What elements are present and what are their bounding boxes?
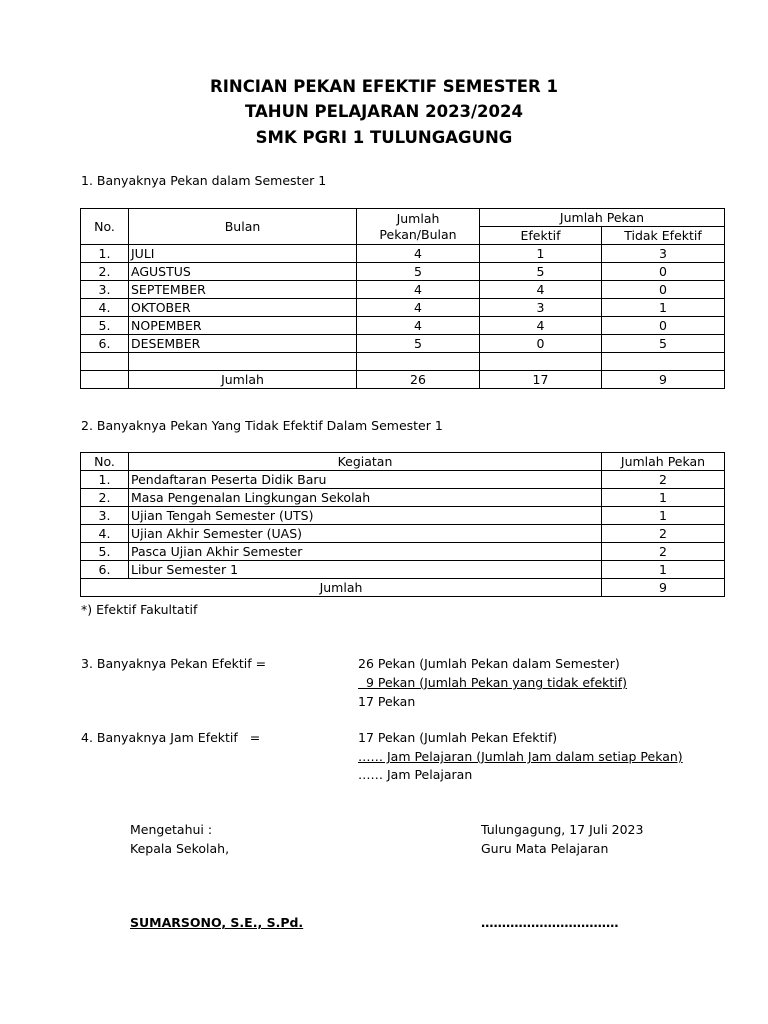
row-tidak-efektif: 1 (602, 299, 725, 317)
row-jumlah: 5 (357, 335, 480, 353)
row-no: 1. (81, 245, 129, 263)
row-pekan: 2 (602, 471, 725, 489)
row-pekan: 1 (602, 489, 725, 507)
header-no: No. (81, 209, 129, 245)
row-bulan: AGUSTUS (129, 263, 357, 281)
table-row (81, 281, 725, 299)
row-no: 5. (81, 317, 129, 335)
footnote: *) Efektif Fakultatif (81, 602, 198, 617)
row-efektif: 3 (480, 299, 602, 317)
total-label: Jumlah (129, 371, 357, 389)
section3-line1: 26 Pekan (Jumlah Pekan dalam Semester) (358, 656, 620, 671)
table-row (81, 263, 725, 281)
row-kegiatan: Libur Semester 1 (129, 561, 602, 579)
header-tidak-efektif: Tidak Efektif (602, 227, 725, 245)
signature-left-line1: Mengetahui : (130, 822, 213, 837)
total-row (81, 579, 725, 597)
row-jumlah: 4 (357, 299, 480, 317)
row-jumlah: 5 (357, 263, 480, 281)
row-no: 5. (81, 543, 129, 561)
row-no: 3. (81, 507, 129, 525)
section3-line2: 9 Pekan (Jumlah Pekan yang tidak efektif) (358, 675, 628, 690)
header-jumlah-pekan: Jumlah Pekan (602, 453, 725, 471)
table-row (81, 489, 725, 507)
section4-label: 4. Banyaknya Jam Efektif = (81, 730, 261, 745)
signature-right-line1: Tulungagung, 17 Juli 2023 (481, 822, 644, 837)
pekan-semester-table (80, 208, 725, 389)
empty-row (81, 353, 725, 371)
row-no: 2. (81, 263, 129, 281)
table-row (81, 561, 725, 579)
table-row (81, 471, 725, 489)
section4-line2: …… Jam Pelajaran (Jumlah Jam dalam setiap Pekan) (358, 749, 683, 764)
row-jumlah: 4 (357, 281, 480, 299)
table-row (81, 245, 725, 263)
row-pekan: 1 (602, 507, 725, 525)
row-jumlah: 4 (357, 317, 480, 335)
row-no: 3. (81, 281, 129, 299)
row-bulan: DESEMBER (129, 335, 357, 353)
pekan-tidak-efektif-table (80, 452, 725, 597)
section3-result: 17 Pekan (358, 694, 416, 709)
row-tidak-efektif: 3 (602, 245, 725, 263)
row-bulan: SEPTEMBER (129, 281, 357, 299)
row-efektif: 5 (480, 263, 602, 281)
header-jumlah-pekan-bulan: Jumlah Pekan/Bulan (357, 209, 480, 245)
section3-label: 3. Banyaknya Pekan Efektif = (81, 656, 267, 671)
row-bulan: JULI (129, 245, 357, 263)
row-tidak-efektif: 0 (602, 317, 725, 335)
header-efektif: Efektif (480, 227, 602, 245)
total-tidak-efektif: 9 (602, 371, 725, 389)
row-no: 6. (81, 335, 129, 353)
total-row (81, 371, 725, 389)
row-kegiatan: Ujian Akhir Semester (UAS) (129, 525, 602, 543)
row-no: 1. (81, 471, 129, 489)
total-pekan: 9 (602, 579, 725, 597)
row-tidak-efektif: 5 (602, 335, 725, 353)
header-jumlah-pekan: Jumlah Pekan (480, 209, 725, 227)
row-pekan: 2 (602, 525, 725, 543)
signature-left-line2: Kepala Sekolah, (130, 841, 230, 856)
section2-heading: 2. Banyaknya Pekan Yang Tidak Efektif Dalam Semester 1 (81, 418, 443, 433)
header-kegiatan: Kegiatan (129, 453, 602, 471)
signature-left-name: SUMARSONO, S.E., S.Pd. (130, 915, 304, 930)
signature-right-name: …………………………… (481, 915, 619, 930)
table-row (81, 335, 725, 353)
header-no: No. (81, 453, 129, 471)
row-efektif: 0 (480, 335, 602, 353)
total-efektif: 17 (480, 371, 602, 389)
section1-heading: 1. Banyaknya Pekan dalam Semester 1 (81, 173, 327, 188)
row-no: 4. (81, 299, 129, 317)
row-tidak-efektif: 0 (602, 281, 725, 299)
row-kegiatan: Ujian Tengah Semester (UTS) (129, 507, 602, 525)
row-pekan: 1 (602, 561, 725, 579)
table-row (81, 507, 725, 525)
signature-right-line2: Guru Mata Pelajaran (481, 841, 609, 856)
document-title-line1: RINCIAN PEKAN EFEKTIF SEMESTER 1 (210, 77, 558, 96)
header-bulan: Bulan (129, 209, 357, 245)
table-row (81, 299, 725, 317)
row-no: 6. (81, 561, 129, 579)
table-row (81, 543, 725, 561)
document-title-line2: TAHUN PELAJARAN 2023/2024 (245, 102, 523, 121)
table-row (81, 525, 725, 543)
row-no: 4. (81, 525, 129, 543)
row-tidak-efektif: 0 (602, 263, 725, 281)
total-label: Jumlah (81, 579, 602, 597)
row-no: 2. (81, 489, 129, 507)
row-efektif: 1 (480, 245, 602, 263)
row-bulan: NOPEMBER (129, 317, 357, 335)
row-efektif: 4 (480, 317, 602, 335)
total-jumlah: 26 (357, 371, 480, 389)
section4-line1: 17 Pekan (Jumlah Pekan Efektif) (358, 730, 558, 745)
section4-result: …… Jam Pelajaran (358, 767, 473, 782)
row-bulan: OKTOBER (129, 299, 357, 317)
row-jumlah: 4 (357, 245, 480, 263)
row-kegiatan: Masa Pengenalan Lingkungan Sekolah (129, 489, 602, 507)
row-kegiatan: Pendaftaran Peserta Didik Baru (129, 471, 602, 489)
document-title-line3: SMK PGRI 1 TULUNGAGUNG (255, 128, 513, 147)
table-row (81, 317, 725, 335)
row-efektif: 4 (480, 281, 602, 299)
row-kegiatan: Pasca Ujian Akhir Semester (129, 543, 602, 561)
row-pekan: 2 (602, 543, 725, 561)
